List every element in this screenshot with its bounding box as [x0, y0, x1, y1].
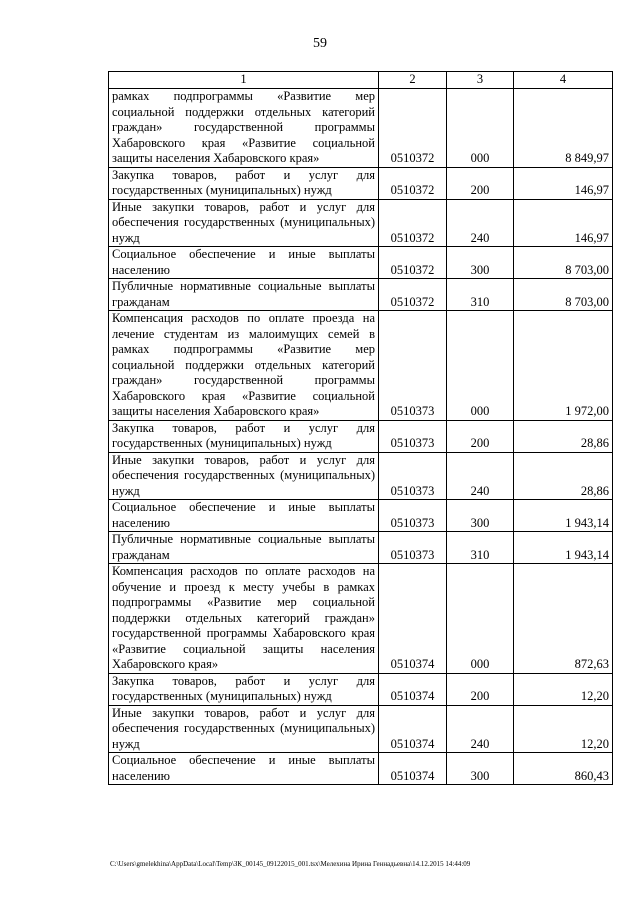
row-expense-type: 000: [447, 89, 514, 168]
row-name: рамках подпрограммы «Развитие мер социальной поддержки отдельных категорий граждан» государственной программы Хабаровского края «Развитие социальной защиты населения Хабаровского края»: [109, 89, 379, 168]
row-sum: 146,97: [514, 167, 613, 199]
table-row: [109, 167, 613, 199]
row-sum: 8 703,00: [514, 247, 613, 279]
row-code: 0510373: [379, 500, 447, 532]
row-code: 0510373: [379, 311, 447, 421]
row-sum: 1 972,00: [514, 311, 613, 421]
row-code: 0510374: [379, 673, 447, 705]
table-row: [109, 753, 613, 785]
row-expense-type: 200: [447, 167, 514, 199]
row-sum: 28,86: [514, 452, 613, 500]
table-header-row: [109, 72, 613, 89]
row-sum: 1 943,14: [514, 532, 613, 564]
table-row: [109, 564, 613, 674]
row-name: Компенсация расходов по оплате проезда на лечение студентам из малоимущих семей в рамках подпрограммы «Развитие мер социальной поддержки отдельных категорий граждан» государственной программы Хабаровского края «Развитие социальной защиты населения Хабаровского края»: [109, 311, 379, 421]
row-code: 0510373: [379, 452, 447, 500]
table-row: [109, 705, 613, 753]
column-header-1: 1: [109, 72, 379, 89]
row-code: 0510372: [379, 89, 447, 168]
row-name: Социальное обеспечение и иные выплаты населению: [109, 753, 379, 785]
row-expense-type: 000: [447, 311, 514, 421]
row-code: 0510372: [379, 247, 447, 279]
row-code: 0510372: [379, 167, 447, 199]
row-sum: 872,63: [514, 564, 613, 674]
row-expense-type: 300: [447, 500, 514, 532]
row-name: Иные закупки товаров, работ и услуг для обеспечения государственных (муниципальных) нужд: [109, 199, 379, 247]
row-name: Публичные нормативные социальные выплаты гражданам: [109, 532, 379, 564]
row-expense-type: 310: [447, 532, 514, 564]
row-code: 0510374: [379, 705, 447, 753]
row-code: 0510372: [379, 279, 447, 311]
row-name: Компенсация расходов по оплате расходов на обучение и проезд к месту учебы в рамках подпрограммы «Развитие мер социальной поддержки отдельных категорий граждан» государственной программы Хабаровского края «Развитие социальной защиты населения Хабаровского края»: [109, 564, 379, 674]
table-row: [109, 532, 613, 564]
row-expense-type: 310: [447, 279, 514, 311]
table-row: [109, 500, 613, 532]
row-sum: 12,20: [514, 673, 613, 705]
row-code: 0510374: [379, 564, 447, 674]
row-sum: 8 849,97: [514, 89, 613, 168]
row-sum: 146,97: [514, 199, 613, 247]
row-expense-type: 300: [447, 753, 514, 785]
row-name: Закупка товаров, работ и услуг для государственных (муниципальных) нужд: [109, 167, 379, 199]
row-sum: 860,43: [514, 753, 613, 785]
footer-file-path: C:\Users\gmelekhina\AppData\Local\Temp\ЗК_00145_09122015_001.tsx\Мелехина Ирина Геннадьевна\14.12.2015 14:44:09: [110, 860, 471, 868]
table-row: [109, 311, 613, 421]
table-row: [109, 247, 613, 279]
table-row: [109, 673, 613, 705]
row-name: Социальное обеспечение и иные выплаты населению: [109, 500, 379, 532]
row-name: Закупка товаров, работ и услуг для государственных (муниципальных) нужд: [109, 420, 379, 452]
column-header-3: 3: [447, 72, 514, 89]
row-expense-type: 300: [447, 247, 514, 279]
row-code: 0510373: [379, 420, 447, 452]
row-code: 0510372: [379, 199, 447, 247]
column-header-4: 4: [514, 72, 613, 89]
row-expense-type: 200: [447, 420, 514, 452]
row-name: Иные закупки товаров, работ и услуг для обеспечения государственных (муниципальных) нужд: [109, 452, 379, 500]
page-number: 59: [313, 36, 327, 51]
column-header-2: 2: [379, 72, 447, 89]
table-row: [109, 452, 613, 500]
row-sum: 12,20: [514, 705, 613, 753]
row-expense-type: 240: [447, 705, 514, 753]
row-expense-type: 200: [447, 673, 514, 705]
table-row: [109, 420, 613, 452]
table-row: [109, 89, 613, 168]
row-name: Социальное обеспечение и иные выплаты населению: [109, 247, 379, 279]
row-expense-type: 240: [447, 452, 514, 500]
row-code: 0510374: [379, 753, 447, 785]
row-expense-type: 000: [447, 564, 514, 674]
budget-table: [108, 71, 613, 785]
row-name: Иные закупки товаров, работ и услуг для обеспечения государственных (муниципальных) нужд: [109, 705, 379, 753]
table-row: [109, 199, 613, 247]
row-expense-type: 240: [447, 199, 514, 247]
row-name: Закупка товаров, работ и услуг для государственных (муниципальных) нужд: [109, 673, 379, 705]
table-row: [109, 279, 613, 311]
row-code: 0510373: [379, 532, 447, 564]
row-sum: 1 943,14: [514, 500, 613, 532]
row-sum: 28,86: [514, 420, 613, 452]
row-sum: 8 703,00: [514, 279, 613, 311]
row-name: Публичные нормативные социальные выплаты гражданам: [109, 279, 379, 311]
